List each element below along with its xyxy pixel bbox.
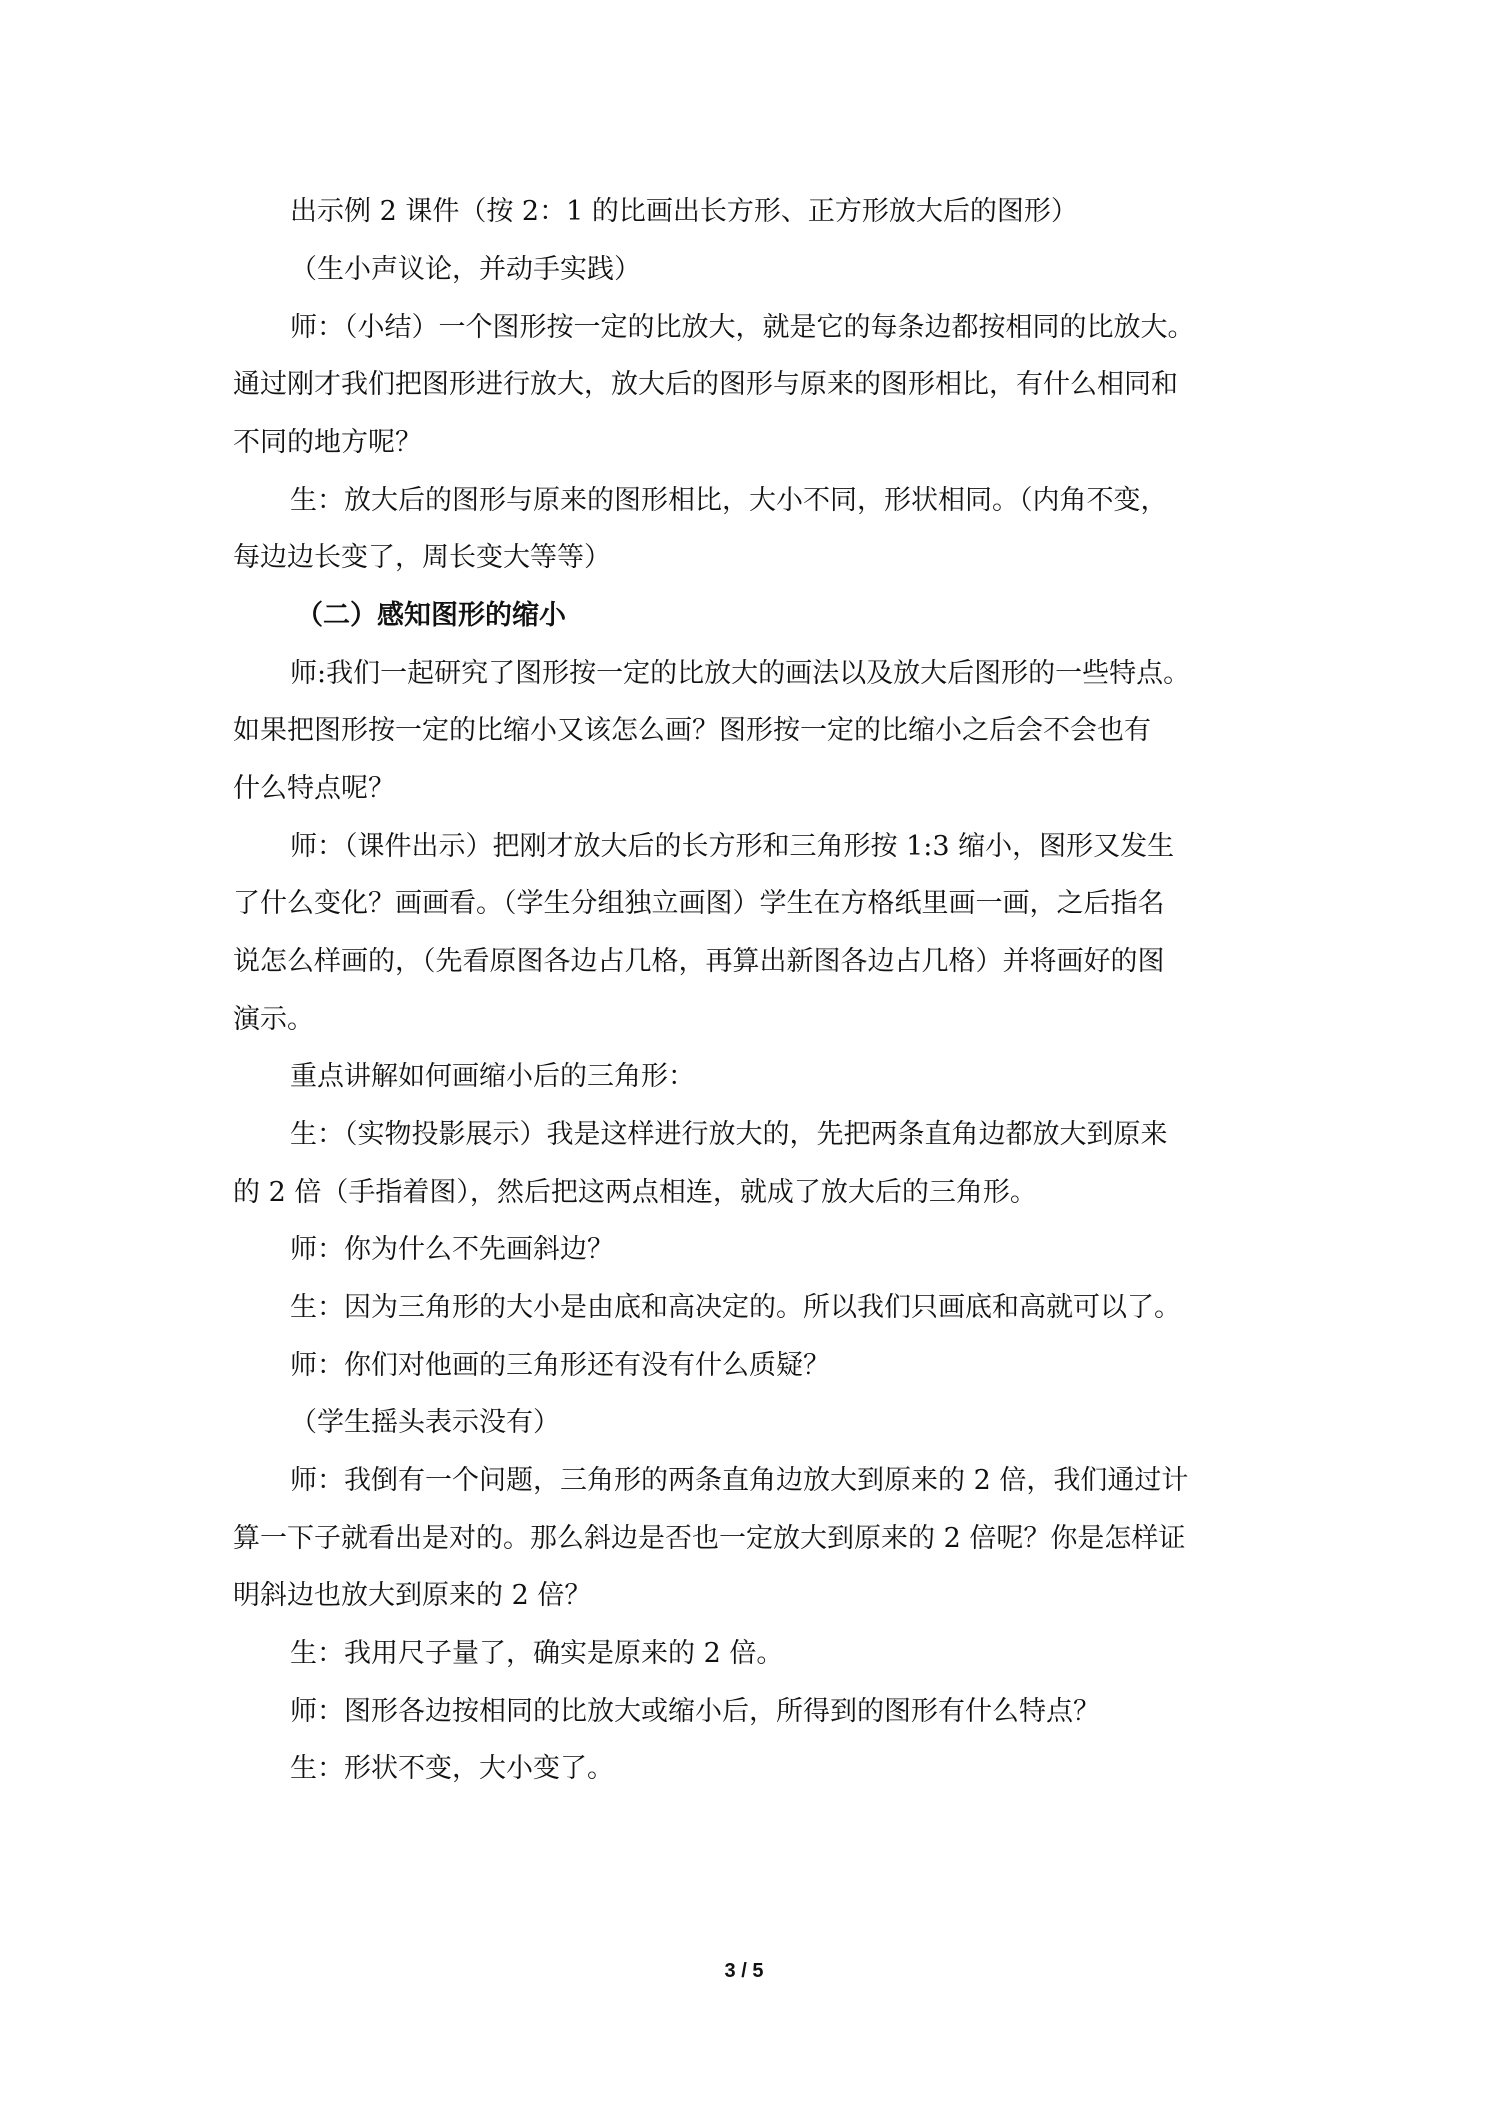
- paragraph-line: （学生摇头表示没有）: [290, 1407, 560, 1438]
- paragraph-line: 生：形状不变，大小变了。: [290, 1753, 614, 1784]
- paragraph-line: 生：我用尺子量了，确实是原来的 2 倍。: [290, 1638, 784, 1669]
- paragraph-line: 师：（小结）一个图形按一定的比放大，就是它的每条边都按相同的比放大。: [290, 312, 1195, 343]
- paragraph-line: 说怎么样画的，（先看原图各边占几格，再算出新图各边占几格）并将画好的图: [233, 946, 1165, 977]
- paragraph-line: 生：（实物投影展示）我是这样进行放大的，先把两条直角边都放大到原来: [290, 1119, 1168, 1150]
- paragraph-line: 明斜边也放大到原来的 2 倍？: [233, 1580, 592, 1611]
- paragraph-line: 演示。: [233, 1004, 314, 1035]
- paragraph-line: 不同的地方呢？: [233, 427, 422, 458]
- paragraph-line: 如果把图形按一定的比缩小又该怎么画？图形按一定的比缩小之后会不会也有: [233, 715, 1151, 746]
- paragraph-line: （生小声议论，并动手实践）: [290, 254, 641, 285]
- paragraph-line: 师：我倒有一个问题，三角形的两条直角边放大到原来的 2 倍，我们通过计: [290, 1465, 1189, 1496]
- paragraph-line: 师：图形各边按相同的比放大或缩小后，所得到的图形有什么特点？: [290, 1696, 1100, 1727]
- paragraph-line: 师：你为什么不先画斜边？: [290, 1234, 614, 1265]
- paragraph-line: 师：你们对他画的三角形还有没有什么质疑？: [290, 1350, 830, 1381]
- paragraph-line: 的 2 倍（手指着图），然后把这两点相连，就成了放大后的三角形。: [233, 1177, 1037, 1208]
- paragraph-line: 重点讲解如何画缩小后的三角形：: [290, 1061, 695, 1092]
- paragraph-line: 了什么变化？画画看。（学生分组独立画图）学生在方格纸里画一画，之后指名: [233, 888, 1165, 919]
- paragraph-line: 师：（课件出示）把刚才放大后的长方形和三角形按 1:3 缩小，图形又发生: [290, 831, 1175, 862]
- paragraph-line: 生：因为三角形的大小是由底和高决定的。所以我们只画底和高就可以了。: [290, 1292, 1181, 1323]
- paragraph-line: 每边边长变了，周长变大等等）: [233, 542, 611, 573]
- paragraph-line: 通过刚才我们把图形进行放大，放大后的图形与原来的图形相比，有什么相同和: [233, 369, 1178, 400]
- paragraph-line: 算一下子就看出是对的。那么斜边是否也一定放大到原来的 2 倍呢？你是怎样证: [233, 1523, 1186, 1554]
- section-heading: （二）感知图形的缩小: [296, 600, 566, 631]
- paragraph-line: 师:我们一起研究了图形按一定的比放大的画法以及放大后图形的一些特点。: [290, 658, 1191, 689]
- paragraph-line: 什么特点呢？: [233, 773, 395, 804]
- paragraph-line: 出示例 2 课件（按 2：1 的比画出长方形、正方形放大后的图形）: [290, 196, 1078, 227]
- page-number: 3 / 5: [724, 1960, 764, 1982]
- paragraph-line: 生：放大后的图形与原来的图形相比，大小不同，形状相同。（内角不变，: [290, 485, 1168, 516]
